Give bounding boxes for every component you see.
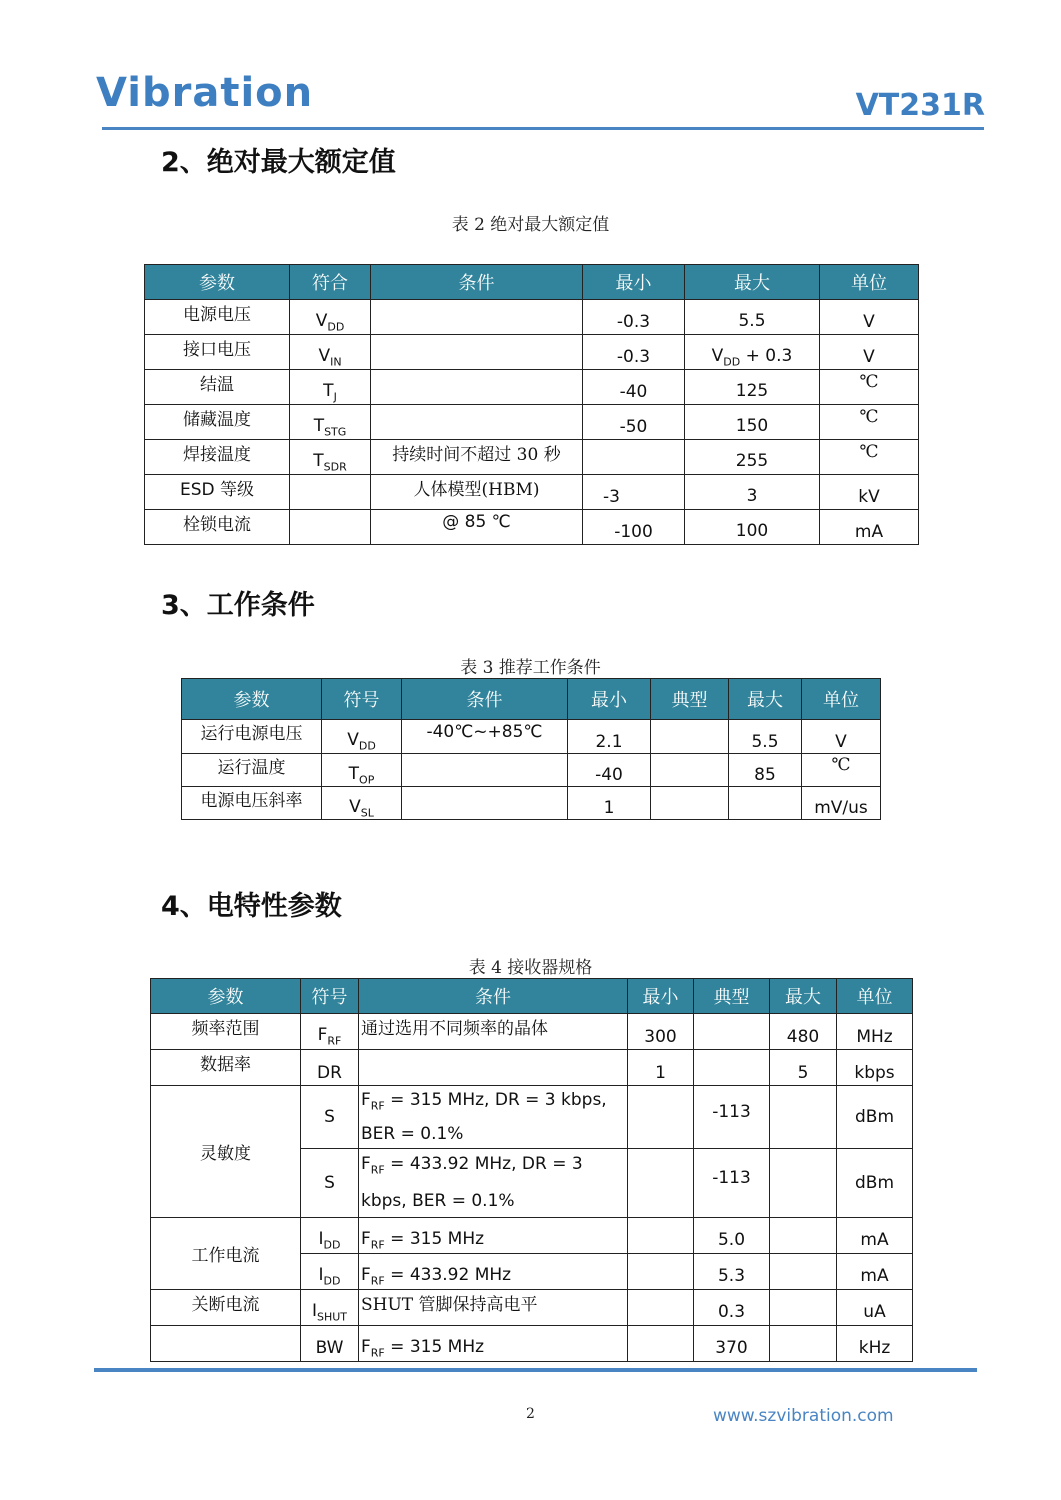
condition-cell (402, 787, 568, 820)
max-cell (770, 1149, 837, 1217)
condition-cell (371, 300, 583, 335)
condition-cell (402, 754, 568, 787)
table-row (182, 787, 881, 820)
table-header-row (182, 679, 881, 720)
table-receiver-specs (150, 978, 913, 1362)
typ-cell: 5.0 (717, 1230, 746, 1251)
max-cell: $V_{DD} + 0.3$ (711, 345, 793, 369)
condition-cell: 人体模型(HBM) (413, 479, 540, 500)
symbol-cell: $T_{STG}$ (313, 415, 347, 439)
condition-cell: -40℃~+85℃ (426, 721, 543, 742)
col-min: 最小 (568, 679, 651, 720)
max-cell (770, 1086, 837, 1149)
typ-cell: -113 (712, 1102, 751, 1123)
table-row (145, 335, 919, 370)
condition-cell: @ 85 ℃ (442, 512, 511, 532)
unit-cell: V (863, 347, 875, 367)
table-2-caption: 表 2 绝对最大额定值 (451, 215, 610, 235)
unit-cell: mA (860, 1266, 889, 1287)
symbol-cell: BW (315, 1338, 344, 1359)
table-row (145, 510, 919, 545)
col-param: 参数 (145, 265, 290, 300)
min-cell: 1 (603, 798, 615, 818)
table-row (145, 475, 919, 510)
max-cell: 85 (754, 765, 776, 785)
col-condition: 条件 (402, 679, 568, 720)
col-param: 参数 (182, 679, 322, 720)
symbol-cell: $I_{SHUT}$ (311, 1301, 348, 1324)
table-header-row (145, 265, 919, 300)
unit-cell: ℃ (831, 755, 851, 775)
typ-cell (694, 1014, 770, 1050)
max-cell (729, 787, 802, 820)
table-4-caption: 表 4 接收器规格 (468, 958, 593, 978)
min-cell: -3 (603, 487, 620, 507)
col-condition: 条件 (371, 265, 583, 300)
section-2-title: 2、绝对最大额定值 (161, 147, 396, 178)
col-unit: 单位 (820, 265, 919, 300)
param-cell: 电源电压斜率 (200, 790, 303, 811)
min-cell: -40 (619, 382, 648, 402)
unit-cell: V (863, 312, 875, 332)
condition-cell: SHUT 管脚保持高电平 (361, 1294, 538, 1315)
param-cell: 关断电流 (191, 1294, 260, 1315)
param-cell: 运行温度 (217, 757, 286, 778)
condition-cell: $F_{RF} = 315$ MHz (361, 1229, 485, 1252)
condition-cell (371, 335, 583, 370)
condition-cell (371, 370, 583, 405)
unit-cell: kV (858, 487, 880, 507)
col-condition: 条件 (359, 979, 628, 1014)
max-cell: 100 (735, 520, 769, 541)
symbol-cell: DR (317, 1062, 342, 1083)
param-cell: 栓锁电流 (183, 514, 251, 535)
min-cell: 1 (655, 1062, 666, 1083)
unit-cell: kbps (854, 1062, 895, 1083)
col-unit: 单位 (837, 979, 913, 1014)
table-row (151, 1289, 913, 1325)
param-cell: ESD 等级 (179, 479, 255, 500)
table-row (151, 1086, 913, 1149)
col-min: 最小 (583, 265, 685, 300)
param-cell (151, 1325, 301, 1361)
col-max: 最大 (685, 265, 820, 300)
max-cell: 3 (746, 485, 758, 506)
condition-cell: $F_{RF} = 315$ MHz (361, 1337, 485, 1360)
typ-cell (694, 1050, 770, 1086)
symbol-cell: $V_{DD}$ (315, 310, 345, 334)
unit-cell: dBm (837, 1149, 913, 1217)
param-cell: 接口电压 (183, 339, 251, 360)
param-cell: 数据率 (200, 1055, 251, 1075)
typ-cell (651, 720, 729, 754)
col-typ: 典型 (694, 979, 770, 1014)
col-max: 最大 (770, 979, 837, 1014)
condition-cell: $F_{RF} = 433.92$ MHz, DR = 3 kbps, BER = 0.1% (359, 1149, 628, 1217)
table-3-caption: 表 3 推荐工作条件 (460, 658, 601, 678)
section-3-title: 3、工作条件 (161, 590, 315, 621)
max-cell: 5.5 (751, 731, 779, 752)
table-row (145, 440, 919, 475)
min-cell (628, 1253, 694, 1289)
table-absolute-max-ratings (144, 264, 919, 545)
unit-cell: ℃ (859, 442, 879, 462)
table-row (182, 754, 881, 787)
condition-cell (359, 1050, 628, 1086)
min-cell: -100 (614, 522, 653, 542)
table-row (151, 1050, 913, 1086)
table-row (145, 300, 919, 335)
col-param: 参数 (151, 979, 301, 1014)
min-cell (628, 1217, 694, 1253)
condition-cell: $F_{RF} = 433.92$ MHz (361, 1265, 512, 1288)
max-cell (770, 1289, 837, 1325)
min-cell (628, 1289, 694, 1325)
param-cell: 电源电压 (183, 304, 251, 325)
unit-cell: kHz (858, 1338, 891, 1359)
min-cell (628, 1086, 694, 1149)
col-symbol: 符号 (301, 979, 359, 1014)
model-number: VT231R (855, 88, 985, 123)
param-cell: 工作电流 (151, 1217, 301, 1289)
symbol-cell: $V_{SL}$ (349, 796, 374, 820)
symbol-cell: $I_{DD}$ (318, 1229, 341, 1252)
col-symbol: 符号 (322, 679, 402, 720)
symbol-cell: $V_{DD}$ (347, 730, 376, 753)
col-typ: 典型 (651, 679, 729, 720)
param-cell: 储藏温度 (183, 409, 251, 430)
condition-cell (371, 405, 583, 440)
unit-cell: mA (860, 1230, 889, 1251)
typ-cell: 0.3 (717, 1302, 746, 1323)
param-cell: 灵敏度 (151, 1086, 301, 1218)
max-cell: 150 (735, 415, 769, 436)
max-cell (770, 1253, 837, 1289)
min-cell (628, 1149, 694, 1217)
unit-cell: ℃ (859, 372, 879, 392)
typ-cell: 5.3 (717, 1266, 746, 1287)
unit-cell: V (835, 731, 847, 752)
table-row (151, 1014, 913, 1050)
symbol-cell: $V_{IN}$ (318, 345, 342, 369)
typ-cell: -113 (712, 1168, 751, 1189)
table-header-row (151, 979, 913, 1014)
min-cell: -40 (595, 765, 623, 785)
table-row (145, 370, 919, 405)
col-min: 最小 (628, 979, 694, 1014)
unit-cell: mA (854, 522, 884, 542)
header-rule (102, 127, 984, 130)
min-cell: -0.3 (616, 347, 651, 367)
table-row (151, 1325, 913, 1361)
table-row (145, 405, 919, 440)
symbol-cell: S (301, 1149, 359, 1217)
max-cell: 5.5 (738, 310, 766, 331)
symbol-cell: $T_{OP}$ (348, 763, 375, 787)
unit-cell: dBm (837, 1086, 913, 1149)
condition-cell: $F_{RF} = 315$ MHz, DR = 3 kbps, BER = 0.1% (359, 1086, 628, 1149)
condition-cell: 持续时间不超过 30 秒 (392, 444, 561, 465)
typ-cell (651, 787, 729, 820)
param-cell: 运行电源电压 (200, 724, 303, 744)
footer-rule (94, 1368, 977, 1372)
max-cell: 255 (735, 450, 769, 471)
section-4-title: 4、电特性参数 (161, 891, 342, 922)
website-link[interactable]: www.szvibration.com (713, 1406, 894, 1426)
symbol-cell: $F_{RF}$ (317, 1025, 342, 1048)
unit-cell: MHz (856, 1026, 893, 1047)
table-recommended-conditions (181, 678, 881, 820)
col-symbol: 符合 (290, 265, 371, 300)
typ-cell (651, 754, 729, 787)
brand-logo: Vibration (96, 70, 314, 116)
symbol-cell: S (301, 1086, 359, 1149)
unit-cell: mV/us (814, 798, 868, 818)
max-cell (770, 1217, 837, 1253)
min-cell: -0.3 (616, 312, 651, 332)
unit-cell: uA (863, 1302, 886, 1323)
typ-cell: 370 (715, 1338, 748, 1359)
min-cell: 300 (644, 1026, 677, 1047)
symbol-cell: $I_{DD}$ (318, 1265, 341, 1288)
table-row (182, 720, 881, 754)
max-cell: 5 (797, 1062, 809, 1083)
symbol-cell: $T_{SDR}$ (313, 450, 347, 474)
param-cell: 频率范围 (191, 1019, 260, 1039)
col-unit: 单位 (802, 679, 881, 720)
min-cell: 2.1 (595, 731, 623, 752)
min-cell: -50 (619, 417, 648, 437)
max-cell: 125 (735, 380, 769, 401)
min-cell (628, 1325, 694, 1361)
param-cell: 焊接温度 (183, 444, 251, 465)
condition-cell: 通过选用不同频率的晶体 (361, 1019, 548, 1039)
symbol-cell: $T_J$ (323, 380, 337, 404)
table-row (151, 1217, 913, 1253)
col-max: 最大 (729, 679, 802, 720)
max-cell (770, 1325, 837, 1361)
page-number: 2 (526, 1406, 535, 1422)
param-cell: 结温 (200, 374, 234, 395)
max-cell: 480 (786, 1026, 820, 1047)
unit-cell: ℃ (859, 407, 879, 427)
